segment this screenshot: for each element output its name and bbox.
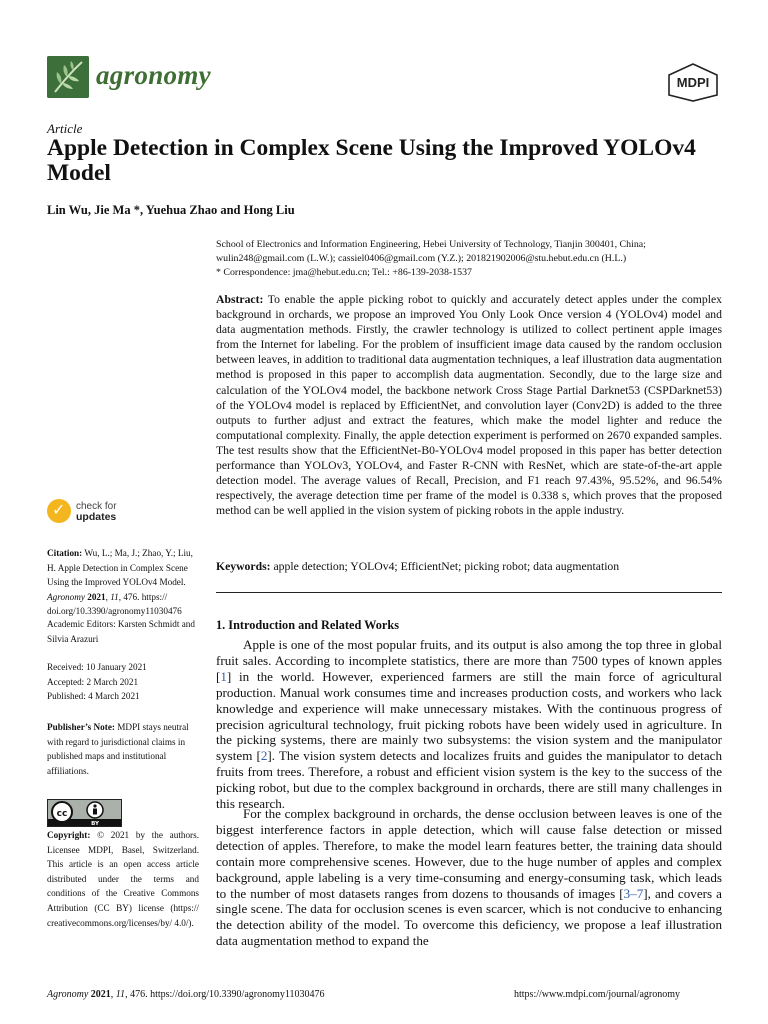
body-paragraph (216, 637, 722, 812)
article-title: Apple Detection in Complex Scene Using the Improved YOLOv4 Model (47, 135, 696, 186)
citation-year: 2021 (87, 591, 106, 602)
affiliation-emails: wulin248@gmail.com (L.W.); cassiel0406@gmail.com (Y.Z.); 201821902006@stu.hebut.edu.cn (H.L.) (216, 253, 627, 265)
publisher-note-text: MDPI stays neutral with regard to jurisdictional claims in published maps and institutional affiliations. (47, 722, 189, 776)
divider (216, 592, 722, 593)
check-for-updates-badge[interactable] (47, 499, 177, 527)
citation-volume: 11 (110, 591, 119, 602)
footer-journal: Agronomy (47, 989, 89, 1000)
section-heading: 1. Introduction and Related Works (216, 618, 400, 632)
paragraph-text: ] in the world. However, experienced farmers are still the main force of agricultural production. Manual work consumes time and increases production costs, and workers who lack knowledge and experience will make unnecessary mistakes. With the continuous progress of precision agricultural technology, fruit picking robots have been widely used in agriculture. In the picking systems, there are mainly two subsystems: the vision system and the manipulator system [ (216, 668, 722, 764)
mdpi-logo-text: MDPI (676, 75, 710, 90)
journal-name[interactable]: agronomy (96, 60, 211, 90)
publication-dates (47, 660, 199, 704)
citation-doi-link[interactable]: doi.org/10.3390/agronomy11030476 (47, 606, 182, 617)
footer-citation: Agronomy 2021, 11, 476. https://doi.org/10.3390/agronomy11030476 (47, 989, 325, 1000)
published-date: Published: 4 March 2021 (47, 691, 140, 702)
cc-by-license-icon[interactable] (47, 799, 122, 827)
updates-label: updates (76, 511, 117, 523)
publisher-note-label: Publisher’s Note: (47, 722, 115, 732)
footer-doi: , 476. https://doi.org/10.3390/agronomy11030476 (125, 989, 325, 1000)
citation-pages: , 476. https:// (118, 591, 168, 602)
check-for-label: check for (76, 501, 117, 512)
publisher-note (47, 720, 199, 778)
abstract-text: To enable the apple picking robot to quickly and accurately detect apples under the complex background in orchards, we propose an improved You Only Look Once version 4 (YOLOv4) model and data augmentation methods. Firstly, the crawler technology is utilized to collect pertinent apple images from the Internet for labeling. For the problem of insufficient image data caused by the random occlusion between leaves, in addition to traditional data augmentation techniques, a leaf illustration data augmentation method is proposed in this paper to accomplish data augmentation. Secondly, due to the large size and calculation of the YOLOv4 model, the backbone network Cross Stage Partial Darknet53 (CSPDarknet53) of the YOLOv4 model is replaced by EfficientNet, and convolution layer (Conv2D) is added to the three outputs to further adjust and extract the features, which make the model lighter and reduce the computational complexity. Finally, the apple detection experiment is performed on 2670 expanded samples. The test results show that the EfficientNet-B0-YOLOv4 model proposed in this paper has better detection performance than YOLOv3, YOLOv4, and Faster R-CNN with ResNet, which are state-of-the-art apple detection model. The average values of Recall, Precision, and F1 reach 97.43%, 95.52%, and 96.54% respectively, the average detection time per frame of the model is 0.338 s, which proves that the proposed method can be well applied in the vision system of picking robots in the apple industry. (216, 293, 722, 518)
copyright-notice (47, 828, 199, 930)
abstract (216, 292, 722, 518)
keywords (216, 559, 722, 574)
journal-logo-icon (47, 56, 89, 98)
received-date: Received: 10 January 2021 (47, 662, 147, 672)
accepted-date: Accepted: 2 March 2021 (47, 676, 139, 687)
footer-year: 2021 (90, 989, 111, 1000)
keywords-text: apple detection; YOLOv4; EfficientNet; picking robot; data augmentation (273, 560, 620, 573)
footer-volume: 11 (115, 989, 126, 1000)
abstract-label: Abstract: (216, 293, 264, 306)
citation-text: Wu, L.; Ma, J.; Zhao, Y.; Liu, H. Apple Detection in Complex Scene Using the Improved YOLOv4 Model. (47, 548, 193, 588)
checkmark-icon: ✓ (52, 500, 66, 519)
author-list: Lin Wu, Jie Ma *, Yuehua Zhao and Hong Liu (47, 203, 295, 217)
article-type: Article (47, 121, 83, 136)
svg-text:BY: BY (91, 821, 99, 826)
citation: Citation: Wu, L.; Ma, J.; Zhao, Y.; Liu, H. Apple Detection in Complex Scene Using the Improved YOLOv4 Model. Agronomy 2021, 11, 476. https:// doi.org/10.3390/agronomy11030476 (47, 548, 193, 617)
affiliation-line: School of Electronics and Information Engineering, Hebei University of Technology, Tianjin 300401, China; (216, 239, 646, 250)
reference-link[interactable]: 3–7 (623, 885, 644, 901)
copyright-label: Copyright: (47, 830, 91, 840)
paragraph-text: Apple is one of the most popular fruits, and its output is also among the top three in global fruit sales. According to incomplete statistics, there are more than 7500 types of known apples [ (216, 637, 722, 684)
body-paragraph (216, 806, 722, 949)
reference-link[interactable]: 2 (260, 748, 268, 764)
paragraph-text: For the complex background in orchards, the dense occlusion between leaves is one of the biggest interference factors in apple detection, which will cause false detection or missed detection of apples. Therefore, to make the model learn features better, the training data should contain more comprehensive scenes. However, due to the huge number of apples and complex background, apple labeling is a very time-consuming and energy-consuming task, which leads to the number of most datasets ranges from dozens to thousands of images [ (216, 806, 722, 901)
citation-label: Citation: (47, 548, 83, 558)
copyright-text: © 2021 by the authors. Licensee MDPI, Basel, Switzerland. This article is an open access article distributed under the terms and conditions of the Creative Commons Attribution (CC BY) license (https:// creativecommons.org/licenses/by/ 4.0/). (47, 830, 199, 928)
paragraph-text: ]. The vision system detects and localizes fruits and guides the manipulator to detach fruits from trees. Therefore, a robust and efficient vision system is the key to the success of the picking robot, but due to the complex background in orchards, there are still many challenges in this research. (216, 748, 722, 812)
correspondence: * Correspondence: jma@hebut.edu.cn; Tel.: +86-139-2038-1537 (216, 267, 472, 279)
academic-editors: Academic Editors: Karsten Schmidt and Silvia Arazuri (47, 619, 195, 644)
paragraph-text: ], and covers a single scene. The data for occlusion scenes is even scarcer, which is not conducive to enhancing the detection ability of the model. To overcome this deficiency, we propose a leaf illustration data augmentation method to expand the (216, 885, 722, 949)
citation-journal: Agronomy (47, 591, 85, 602)
affiliations (216, 238, 726, 281)
mdpi-logo-icon[interactable] (665, 62, 721, 102)
keywords-label: Keywords: (216, 560, 271, 573)
reference-link[interactable]: 1 (220, 668, 227, 684)
journal-url-link[interactable]: https://www.mdpi.com/journal/agronomy (514, 989, 681, 1000)
svg-text:cc: cc (56, 809, 68, 819)
